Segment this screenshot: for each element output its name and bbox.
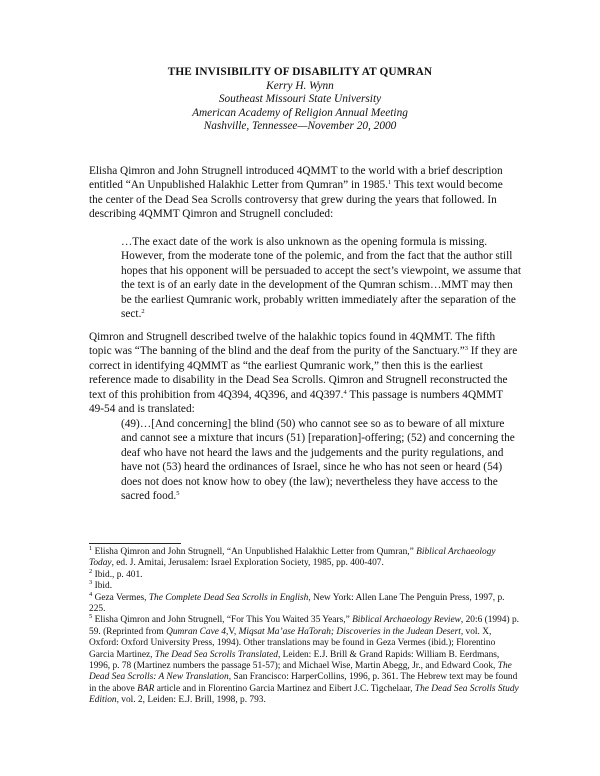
quote-text: (49)…[And concerning] the blind (50) who cannot see so as to beware of all mixture and cannot see a mixture that incurs (51) [reparation]-offering; (52) and concerning the deaf who have not heard the laws and the judgements and the purity regulations, and have not (53) heard the ordinances of Israel, since he who has not seen or heard (54) does not does not know how to obey (the law); nevertheless they have access to the sacred food. [121,418,515,503]
footnote-text: , Leiden: E.J. Brill & Grand Rapids: William B. Eerdmans, 1996, p. 78 (Martinez numbers the passage 51-57); and Michael Wise, Martin Abegg, Jr., and Edward Cook, [89,649,500,672]
footnote-ref-5: 5 [176,490,180,498]
footnote-3 [89,581,521,592]
paragraph-text: Elisha Qimron and John Strugnell introduced 4QMMT to the world with a brief description entitled “An Unpublished Halakhic Letter from Qumran” in 1985. [89,165,503,192]
footnote-title: The Dead Sea Scrolls Translated [154,649,278,660]
footnote-title: BAR [137,683,155,694]
body-paragraph-1 [89,164,519,222]
footnote-text: , vol. 2, Leiden: E.J. Brill, 1998, p. 793. [116,695,266,706]
footnote-title: Biblical Archaeology Review [352,615,461,626]
footnote-divider [89,543,181,544]
paragraph-text: If they are correct in identifying 4QMMT as “the earliest Qumranic work,” then this is the earliest reference made to disability in the Dead Sea Scrolls. Qimron and Strugnell reconstructed the text of this prohibition from 4Q394, 4Q396, and 4Q397. [89,345,518,401]
paragraph-text: This passage is numbers 4QMMT 49-54 and is translated: [89,388,503,416]
footnote-number: 1 [89,545,93,552]
footnote-title: The Complete Dead Sea Scrolls in English [148,592,309,603]
footnote-title: Biblical Archaeology Today [89,547,496,569]
footnote-2 [89,567,521,581]
footnote-text: vol. X, Oxford: Oxford University Press, 1994). Other translations may be found in Geza Vermes (ibid.); Florentino Garcia Martinez, [89,626,496,660]
footnote-text: , 20:6 (1994) p. 59. (Reprinted from [89,615,519,637]
footnote-title: The Dead Sea Scrolls Study Edition [89,683,519,706]
footnote-text: ,V, [225,626,239,637]
quote-text: …The exact date of the work is also unknown as the opening formula is missing. However, from the moderate tone of the polemic, and from the fact that the author still hopes that his opponent will be persuaded to accept the sect’s viewpoint, we assume that the text is of an early date in the development of the Qumran schism…MMT may then be the earliest Qumranic work, probably written immediately after the separation of the sect. [121,236,521,321]
footnote-title: Qumran Cave 4 [166,626,226,637]
footnote-text: Geza Vermes, [92,592,149,603]
footnote-text: Elisha Qimron and John Strugnell, “An Unpublished Halakhic Letter from Qumran,” [92,547,417,557]
footnote-title: The Dead Sea Scrolls: A New Translation [89,661,512,683]
paragraph-text: Qimron and Strugnell described twelve of the halakhic topics found in 4QMMT. The fifth topic was “The banning of the blind and the deaf from the purity of the Sanctuary.” [89,331,496,358]
meeting-name: American Academy of Religion Annual Meeting [192,106,408,119]
footnotes-section [89,547,521,707]
meeting-place-date: Nashville, Tennessee—November 20, 2000 [203,120,397,133]
footnote-number: 3 [89,579,93,587]
footnote-text: , ed. J. Amitai, Jerusalem: Israel Exploration Society, 1985, pp. 400-407. [111,558,384,569]
footnote-text: Ibid., p. 401. [92,569,143,580]
footnote-text: , San Francisco: HarperCollins, 1996, p. 361. The Hebrew text may be found in the above [89,672,518,694]
footnote-title: Miqsat Ma’ase HaTorah; Discoveries in the Judean Desert, [238,626,464,637]
footnote-4 [89,590,521,616]
footnote-1 [89,547,521,570]
footnote-5 [89,615,521,706]
author-name: Kerry H. Wynn [266,79,334,92]
block-quote-2 [121,417,521,503]
footnote-ref-3: 3 [464,345,468,353]
footnote-number: 2 [89,567,93,575]
footnote-text: , New York: Allen Lane The Penguin Press, 1997, p. 225. [89,592,505,615]
footnote-ref-2: 2 [141,308,145,316]
paper-title: THE INVISIBILITY OF DISABILITY AT QUMRAN [167,66,433,78]
footnote-number: 5 [89,613,93,621]
author-institution: Southeast Missouri State University [218,93,382,106]
footnote-text: article and in Florentino Garcia Martinez and Eibert J.C. Tigchelaar, [154,683,415,694]
footnote-text: Elisha Qimron and John Strugnell, “For This You Waited 35 Years,” [92,615,353,626]
footnote-text: Ibid. [92,581,113,592]
body-paragraph-2 [89,330,519,416]
block-quote-1 [121,235,521,321]
footnote-ref-4: 4 [343,388,347,396]
paragraph-text: This text would become the center of the Dead Sea Scrolls controversy that grew during the years that followed. In describing 4QMMT Qimron and Strugnell concluded: [89,179,503,221]
title-block [0,66,600,134]
footnote-ref-1: 1 [387,179,392,187]
footnote-number: 4 [89,590,93,598]
